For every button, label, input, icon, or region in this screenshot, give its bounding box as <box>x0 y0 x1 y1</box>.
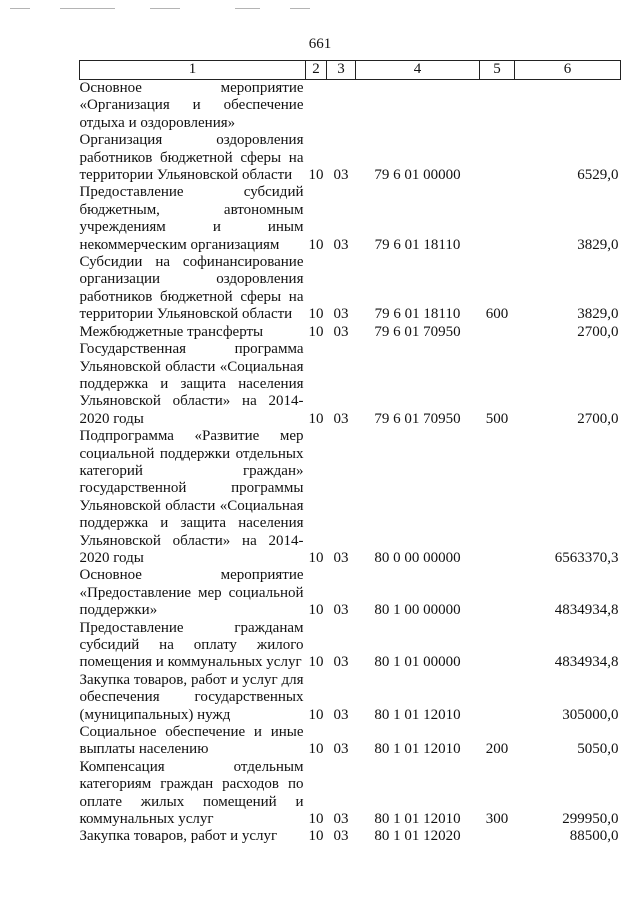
row-expense-type <box>480 620 515 672</box>
row-section <box>306 80 327 133</box>
row-subsection: 03 <box>333 602 349 619</box>
column-header-3: 3 <box>327 61 356 80</box>
row-subsection: 03 <box>333 706 349 723</box>
row-amount: 6529,0 <box>577 167 619 184</box>
row-target-code: 79 6 01 70950 <box>374 323 461 340</box>
row-name: Социальное обеспечение и иные выплаты населению <box>79 724 304 758</box>
budget-table <box>79 60 621 846</box>
column-header-4: 4 <box>356 61 480 80</box>
row-expense-type <box>480 672 515 724</box>
row-expense-type <box>480 428 515 567</box>
table-row <box>80 567 621 619</box>
row-name: Закупка товаров, работ и услуг для обеспечения государственных (муниципальных) нужд <box>79 671 304 723</box>
row-target-code: 80 1 01 00000 <box>374 654 461 671</box>
row-expense-type: 500 <box>485 410 509 427</box>
row-expense-type: 300 <box>485 811 509 828</box>
row-section: 10 <box>308 654 324 671</box>
row-subsection: 03 <box>333 549 349 566</box>
column-header-2: 2 <box>306 61 327 80</box>
table-row <box>80 828 621 845</box>
row-amount: 2700,0 <box>577 410 619 427</box>
row-target-code: 79 6 01 18110 <box>374 236 461 253</box>
row-name: Межбюджетные трансферты <box>79 323 264 340</box>
column-header-1: 1 <box>80 61 306 80</box>
row-section: 10 <box>308 549 324 566</box>
row-amount <box>515 80 621 133</box>
scan-artifact <box>60 8 115 9</box>
table-row <box>80 620 621 672</box>
row-amount: 305000,0 <box>562 706 619 723</box>
row-subsection: 03 <box>333 306 349 323</box>
table-row <box>80 672 621 724</box>
row-target-code: 79 6 01 70950 <box>374 410 461 427</box>
row-amount: 4834934,8 <box>554 602 619 619</box>
scan-artifact <box>290 8 310 9</box>
row-amount: 3829,0 <box>577 306 619 323</box>
row-expense-type <box>480 80 515 133</box>
table-row <box>80 341 621 428</box>
row-name: Организация оздоровления работников бюджетной сферы на территории Ульяновской области <box>79 132 304 184</box>
row-subsection: 03 <box>333 167 349 184</box>
row-expense-type <box>480 132 515 184</box>
row-subsection: 03 <box>333 654 349 671</box>
row-section: 10 <box>308 741 324 758</box>
row-section: 10 <box>308 828 324 845</box>
scan-artifact <box>10 8 30 9</box>
table-row <box>80 254 621 324</box>
row-amount: 299950,0 <box>562 811 619 828</box>
row-target-code: 80 1 00 00000 <box>374 602 461 619</box>
row-amount: 88500,0 <box>569 828 619 845</box>
row-amount: 2700,0 <box>577 323 619 340</box>
row-expense-type: 200 <box>485 741 509 758</box>
row-expense-type <box>480 567 515 619</box>
row-subsection: 03 <box>333 410 349 427</box>
row-target-code: 80 1 01 12010 <box>374 706 461 723</box>
row-subsection: 03 <box>333 828 349 845</box>
row-subsection: 03 <box>333 811 349 828</box>
row-amount: 3829,0 <box>577 236 619 253</box>
row-amount: 6563370,3 <box>554 549 619 566</box>
row-name: Государственная программа Ульяновской области «Социальная поддержка и защита населения Ульяновской области» на 2014-2020 годы <box>79 341 304 427</box>
row-target-code: 80 1 01 12010 <box>374 811 461 828</box>
row-section: 10 <box>308 167 324 184</box>
table-row <box>80 759 621 829</box>
column-header-5: 5 <box>480 61 515 80</box>
row-amount: 4834934,8 <box>554 654 619 671</box>
row-name: Предоставление субсидий бюджетным, автономным учреждениям и иным некоммерческим организациям <box>79 184 304 253</box>
header-row <box>80 61 621 80</box>
row-target-code: 80 0 00 00000 <box>374 549 461 566</box>
row-name: Компенсация отдельным категориям граждан расходов по оплате жилых помещений и коммунальных услуг <box>79 758 304 828</box>
row-expense-type <box>480 184 515 254</box>
table-row <box>80 724 621 759</box>
row-name: Подпрограмма «Развитие мер социальной поддержки отдельных категорий граждан» государственной программы Ульяновской области «Социальная поддержка и защита населения Ульяновской области» на 2014-2020 годы <box>79 428 304 566</box>
table-row <box>80 324 621 341</box>
scan-artifact <box>150 8 180 9</box>
table-row <box>80 80 621 133</box>
row-section: 10 <box>308 602 324 619</box>
page-number: 661 <box>308 36 332 52</box>
row-target-code: 79 6 01 00000 <box>374 167 461 184</box>
row-subsection <box>327 80 356 133</box>
table-row <box>80 428 621 567</box>
row-section: 10 <box>308 323 324 340</box>
row-section: 10 <box>308 236 324 253</box>
row-subsection: 03 <box>333 236 349 253</box>
table-body <box>80 80 621 846</box>
row-name: Основное мероприятие «Организация и обеспечение отдыха и оздоровления» <box>79 80 304 131</box>
row-section: 10 <box>308 306 324 323</box>
row-target-code: 79 6 01 18110 <box>374 306 461 323</box>
row-target-code: 80 1 01 12010 <box>374 741 461 758</box>
row-target-code: 80 1 01 12020 <box>374 828 461 845</box>
row-expense-type: 600 <box>485 306 509 323</box>
table-row <box>80 184 621 254</box>
row-section: 10 <box>308 706 324 723</box>
row-section: 10 <box>308 410 324 427</box>
row-name: Предоставление гражданам субсидий на оплату жилого помещения и коммунальных услуг <box>79 619 304 671</box>
row-name: Закупка товаров, работ и услуг <box>79 828 278 845</box>
row-expense-type <box>480 828 515 845</box>
row-name: Основное мероприятие «Предоставление мер социальной поддержки» <box>79 567 304 619</box>
table-row <box>80 132 621 184</box>
row-name: Субсидии на софинансирование организации оздоровления работников бюджетной сферы на территории Ульяновской области <box>79 254 304 323</box>
row-expense-type <box>480 324 515 341</box>
scan-artifact <box>235 8 260 9</box>
row-target-code <box>356 80 480 133</box>
column-header-6: 6 <box>515 61 621 80</box>
row-subsection: 03 <box>333 741 349 758</box>
row-section: 10 <box>308 811 324 828</box>
row-subsection: 03 <box>333 323 349 340</box>
row-amount: 5050,0 <box>577 741 619 758</box>
